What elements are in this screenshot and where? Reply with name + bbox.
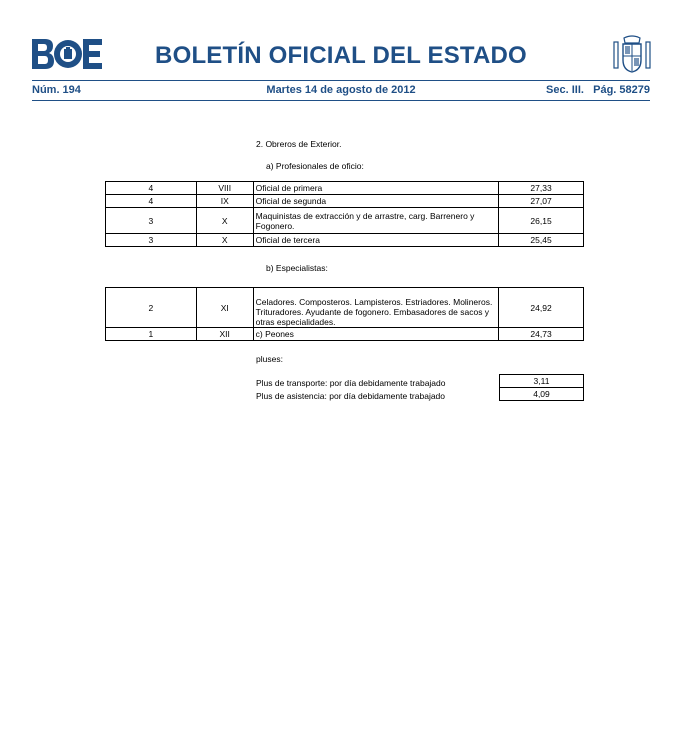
category-cell: IX: [196, 195, 253, 208]
amount-cell: 25,45: [499, 234, 584, 247]
subheading-b: b) Especialistas:: [266, 263, 328, 273]
level-cell: 1: [106, 328, 197, 341]
amount-cell: 4,09: [500, 388, 584, 401]
issue-date: Martes 14 de agosto de 2012: [266, 84, 416, 96]
description-cell: Maquinistas de extracción y de arrastre, carg. Barrenero y Fogonero.: [253, 208, 498, 234]
plus-transport-label: Plus de transporte: por día debidamente trabajado: [256, 378, 446, 388]
category-cell: VIII: [196, 182, 253, 195]
category-cell: X: [196, 234, 253, 247]
category-cell: XII: [196, 328, 253, 341]
amount-cell: 27,33: [499, 182, 584, 195]
category-cell: X: [196, 208, 253, 234]
issue-number: Núm. 194: [32, 84, 81, 96]
table-professionals: [105, 181, 584, 247]
level-cell: 4: [106, 182, 197, 195]
section-heading: 2. Obreros de Exterior.: [256, 139, 342, 149]
table-specialists: [105, 287, 584, 341]
table-pluses: [499, 374, 584, 401]
header-rule-top: [32, 80, 650, 81]
description-cell: Oficial de tercera: [253, 234, 498, 247]
amount-cell: 24,73: [499, 328, 584, 341]
description-cell: Oficial de primera: [253, 182, 498, 195]
table-row: [106, 208, 584, 234]
level-cell: 4: [106, 195, 197, 208]
amount-cell: 27,07: [499, 195, 584, 208]
table-row: [500, 388, 584, 401]
subheading-a: a) Profesionales de oficio:: [266, 161, 364, 171]
level-cell: 2: [106, 288, 197, 328]
table-row: [106, 195, 584, 208]
table-row: [106, 328, 584, 341]
table-row: [106, 288, 584, 328]
header-rule-bottom: [32, 100, 650, 101]
amount-cell: 26,15: [499, 208, 584, 234]
table-row: [106, 182, 584, 195]
page-title: BOLETÍN OFICIAL DEL ESTADO: [155, 42, 527, 69]
plus-attendance-label: Plus de asistencia: por día debidamente trabajado: [256, 391, 446, 401]
level-cell: 3: [106, 234, 197, 247]
section-page: Sec. III. Pág. 58279: [546, 84, 650, 96]
table-row: [500, 375, 584, 388]
pluses-label: pluses:: [256, 354, 283, 364]
category-cell: XI: [196, 288, 253, 328]
level-cell: 3: [106, 208, 197, 234]
amount-cell: 3,11: [500, 375, 584, 388]
description-cell: Oficial de segunda: [253, 195, 498, 208]
amount-cell: 24,92: [499, 288, 584, 328]
description-cell: c) Peones: [253, 328, 498, 341]
coat-of-arms-icon: [610, 34, 654, 74]
description-cell: Celadores. Composteros. Lampisteros. Estriadores. Molineros. Trituradores. Ayudante de fogonero. Embasadores de sacos y otras especialidades.: [253, 288, 498, 328]
table-row: [106, 234, 584, 247]
